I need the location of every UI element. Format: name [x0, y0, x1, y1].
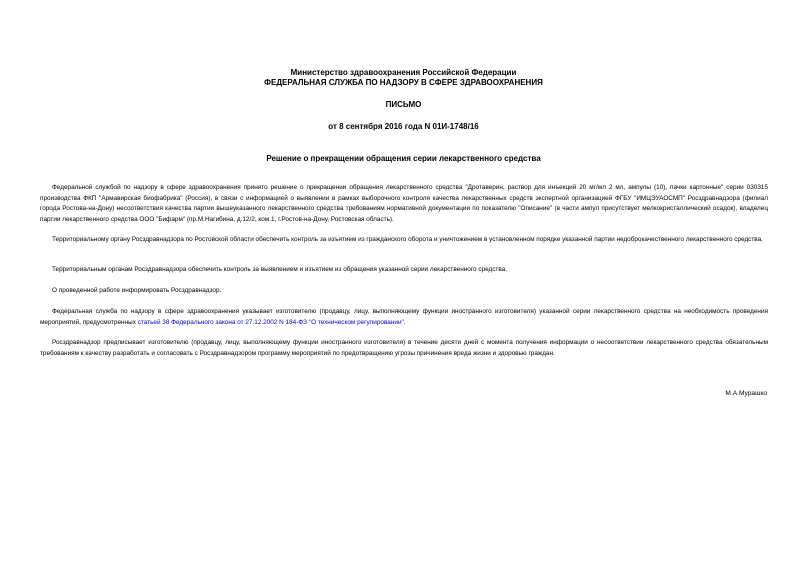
paragraph-5	[40, 307, 768, 328]
service-heading: ФЕДЕРАЛЬНАЯ СЛУЖБА ПО НАДЗОРУ В СФЕРЕ ЗДРАВООХРАНЕНИЯ	[264, 78, 543, 87]
paragraph-3: Территориальным органам Росздравнадзора обеспечить контроль за выявлением и изъятием из обращения указанной серии лекарственного средства.	[52, 266, 508, 273]
signature: М.А.Мурашко	[725, 390, 767, 397]
paragraph-1: Федеральной службой по надзору в сфере здравоохранения принято решение о прекращении обращения лекарственного средства "Дротаверин, раствор для инъекций 20 мг/мл 2 мл, ампулы (10), пачки картонные" серии 030315 производства ФКП "Армавирская биофабрика" (Россия), в связи с информацией о выявлении в рамках выборочного контроля качества лекарственных средств экспертной организацией ФГБУ "ИМЦЭУАОСМП" Росздравнадзора (филиал города Ростова-на-Дону) несоответствия качества партии вышеуказанного лекарственного средства требованиям нормативной документации по показателю "Описание" (в части ампул присутствует мелкокристаллический осадок), владелец партии лекарственного средства ООО "Бифарм" (пр.М.Нагибина, д.12/2, ком.1, г.Ростов-на-Дону, Ростовская область).	[40, 184, 768, 223]
document-date-number: от 8 сентября 2016 года N 01И-1748/16	[328, 122, 479, 131]
paragraph-5-end: .	[403, 318, 406, 326]
ministry-heading: Министерство здравоохранения Российской Федерации	[290, 68, 517, 77]
document-subject: Решение о прекращении обращения серии лекарственного средства	[266, 154, 541, 163]
law-article-link[interactable]: статьей 38 Федерального закона от 27.12.2002 N 184-ФЗ "О техническом регулировании"	[137, 318, 404, 326]
paragraph-6: Росздравнадзор предписывает изготовителю (продавцу, лицу, выполняющему функции иностранного изготовителя) в течение десяти дней с момента получения информации о несоответствии лекарственного средства обязательным требованиям к качеству разработать и согласовать с Росздравнадзором программу мероприятий по предотвращению угрозы причинения вреда жизни и здоровью граждан.	[40, 339, 768, 357]
paragraph-2: Территориальному органу Росздравнадзора по Ростовской области обеспечить контроль за изъятием из гражданского оборота и уничтожением в установленном порядке указанной партии недоброкачественного лекарственного средства.	[52, 236, 763, 243]
paragraph-4: О проведенной работе информировать Росздравнадзор.	[52, 287, 222, 294]
paragraph-5-text: Федеральная служба по надзору в сфере здравоохранения указывает изготовителю (продавцу, лицу, выполняющему функции иностранного изготовителя) указанной серии лекарственного средства на необходимость проведения мероприятий, предусмотренных	[40, 308, 768, 326]
document-type: ПИСЬМО	[385, 100, 422, 109]
